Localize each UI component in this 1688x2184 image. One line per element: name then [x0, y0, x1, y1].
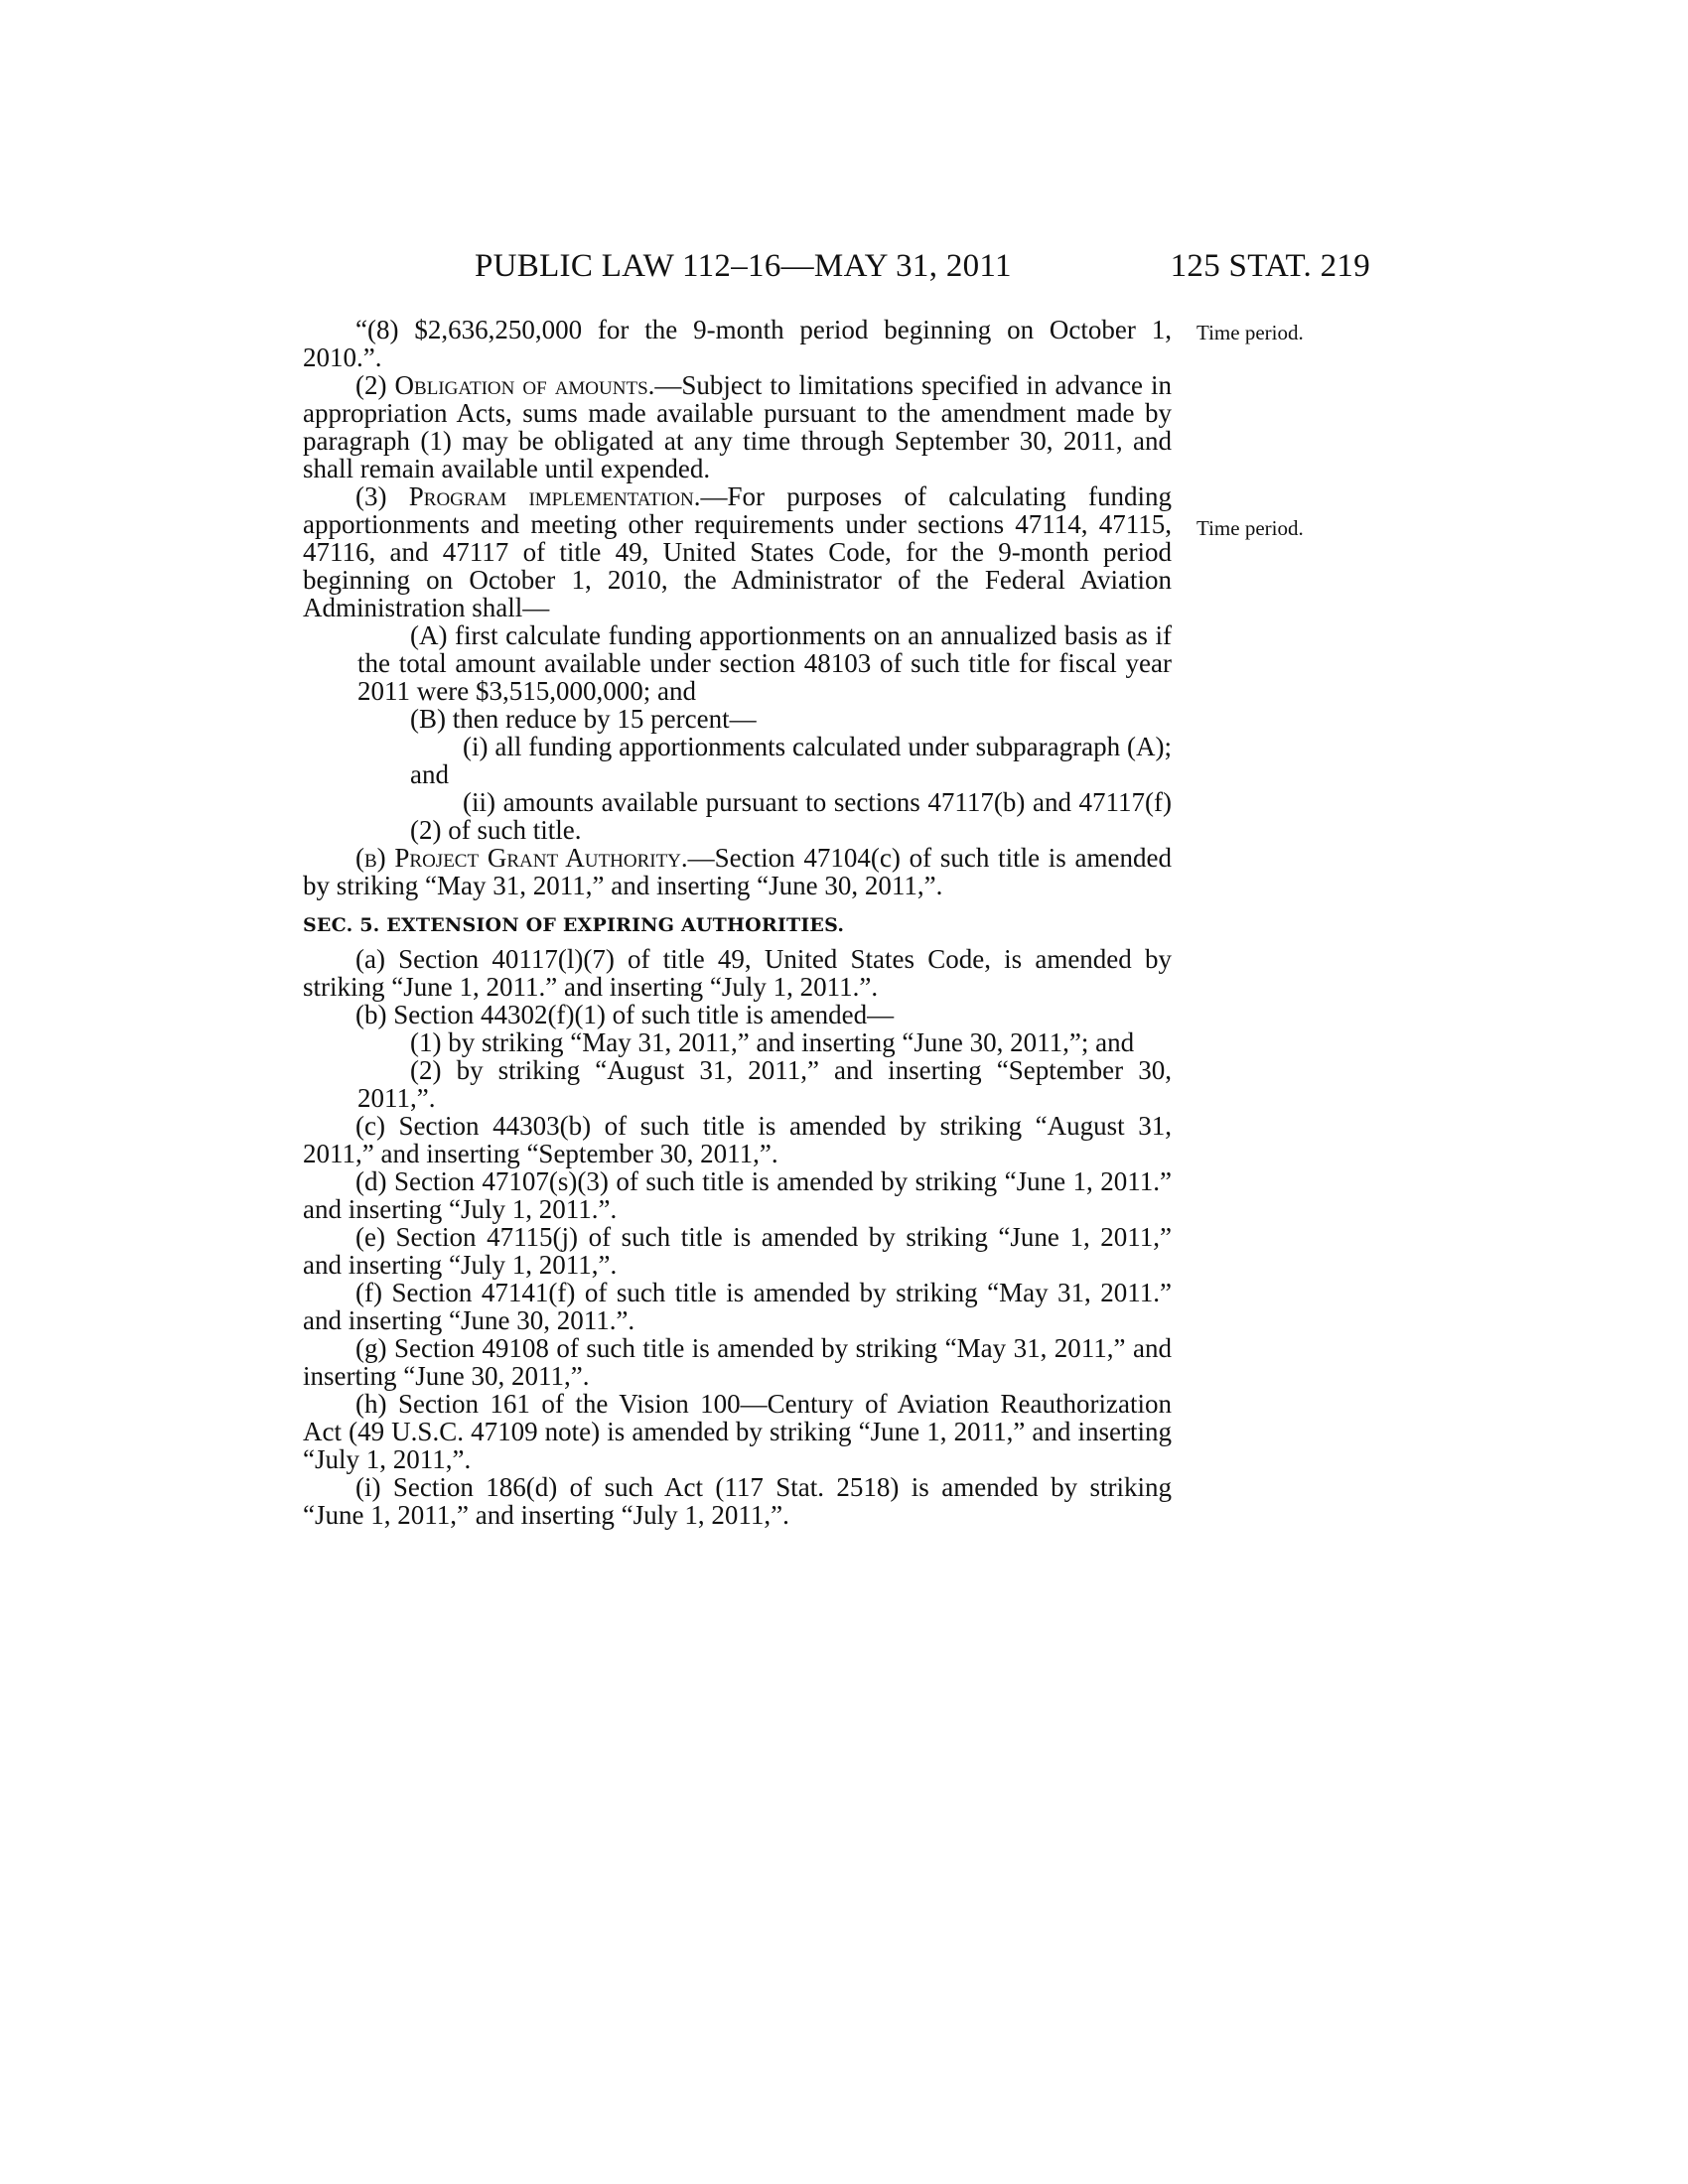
section5-i: (i) Section 186(d) of such Act (117 Stat. 2518) is amended by striking “June 1, 2011,” and inserting “July 1, 2011,”. — [303, 1472, 1172, 1530]
margin-note: Time period. — [1196, 516, 1304, 540]
page-header — [298, 248, 1370, 298]
clause-i: (i) all funding apportionments calculated under subparagraph (A); and — [410, 732, 1172, 789]
section-heading: SEC. 5. EXTENSION OF EXPIRING AUTHORITIES. — [303, 914, 845, 936]
subsection-b — [303, 844, 1172, 899]
paragraph-caption: (3) Program implementation. — [355, 481, 701, 511]
margin-note: Time period. — [1196, 321, 1304, 344]
paragraph-text: —Section 47104(c) of such title is amended by striking “May 31, 2011,” and inserting “June 30, 2011,”. — [303, 843, 1173, 900]
paragraph-caption: (b) Project Grant Authority. — [355, 843, 688, 873]
paragraph-3 — [303, 482, 1172, 621]
section5-c: (c) Section 44303(b) of such title is amended by striking “August 31, 2011,” and inserting “September 30, 2011,”. — [303, 1111, 1172, 1168]
section5-a: (a) Section 40117(l)(7) of title 49, United States Code, is amended by striking “June 1, 2011.” and inserting “July 1, 2011.”. — [303, 944, 1172, 1002]
subparagraph-a: (A) first calculate funding apportionments on an annualized basis as if the total amount available under section 48103 of such title for fiscal year 2011 were $3,515,000,000; and — [357, 620, 1172, 706]
document-body — [303, 316, 1172, 1529]
paragraph-8: “(8) $2,636,250,000 for the 9-month period beginning on October 1, 2010.”. — [303, 315, 1172, 372]
section5-g: (g) Section 49108 of such title is amended by striking “May 31, 2011,” and inserting “June 30, 2011,”. — [303, 1333, 1172, 1391]
section5-b-1: (1) by striking “May 31, 2011,” and inserting “June 30, 2011,”; and — [410, 1027, 1135, 1057]
paragraph-text: —Subject to limitations specified in advance in appropriation Acts, sums made available pursuant to the amendment made by paragraph (1) may be obligated at any time through September 30, 2011, and shall remain available until expended. — [303, 370, 1172, 483]
section5-f: (f) Section 47141(f) of such title is amended by striking “May 31, 2011.” and inserting “June 30, 2011.”. — [303, 1278, 1172, 1335]
section5-h: (h) Section 161 of the Vision 100—Century of Aviation Reauthorization Act (49 U.S.C. 47109 note) is amended by striking “June 1, 2011,” and inserting “July 1, 2011,”. — [303, 1389, 1172, 1474]
paragraph-text: —For purposes of calculating funding apportionments and meeting other requirements under sections 47114, 47115, 47116, and 47117 of title 49, United States Code, for the 9-month period beginning on October 1, 2010, the Administrator of the Federal Aviation Administration shall— — [303, 481, 1172, 622]
paragraph-2 — [303, 371, 1172, 482]
page-number: 125 STAT. 219 — [1170, 248, 1370, 284]
section5-e: (e) Section 47115(j) of such title is amended by striking “June 1, 2011,” and inserting “July 1, 2011,”. — [303, 1222, 1172, 1280]
clause-ii: (ii) amounts available pursuant to sections 47117(b) and 47117(f)(2) of such title. — [410, 787, 1172, 845]
section5-b-2: (2) by striking “August 31, 2011,” and inserting “September 30, 2011,”. — [357, 1055, 1172, 1113]
running-head: PUBLIC LAW 112–16—MAY 31, 2011 — [475, 248, 1012, 284]
paragraph-caption: (2) Obligation of amounts. — [355, 370, 655, 400]
section5-d: (d) Section 47107(s)(3) of such title is amended by striking “June 1, 2011.” and inserting “July 1, 2011.”. — [303, 1166, 1172, 1224]
subparagraph-b: (B) then reduce by 15 percent— — [410, 704, 757, 734]
section5-b: (b) Section 44302(f)(1) of such title is amended— — [355, 1000, 895, 1029]
